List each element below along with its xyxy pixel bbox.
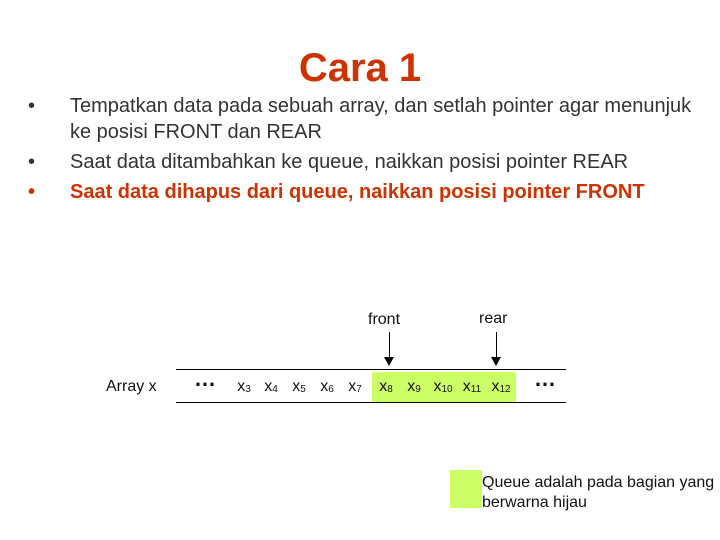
array-cell-queue: $x_{10}$ (428, 372, 458, 402)
bullet-dot: • (28, 181, 36, 203)
array-cell: $x_4$ (264, 378, 278, 395)
bullet-item (24, 93, 714, 145)
rear-pointer-line (496, 332, 497, 358)
array-cell-queue: $x_8$ (372, 372, 400, 402)
array-cell: $x_6$ (320, 378, 334, 395)
rear-arrow-icon (491, 357, 501, 366)
array-bottom-border (176, 402, 566, 403)
rear-pointer-label: rear (479, 310, 508, 327)
bullet-text: Saat data dihapus dari queue, naikkan posisi pointer FRONT (70, 181, 645, 203)
bullet-dot: • (28, 151, 36, 173)
array-cell: $x_5$ (292, 378, 306, 395)
bullet-dot: • (28, 95, 36, 117)
bullet-text: Saat data ditambahkan ke queue, naikkan posisi pointer REAR (70, 151, 629, 173)
array-cell-queue: $x_9$ (400, 372, 428, 402)
array-cell-queue: $x_{11}$ (458, 372, 486, 402)
array-top-border (176, 369, 566, 370)
legend-text: Queue adalah pada bagian yang berwarna hijau (482, 474, 715, 511)
front-arrow-icon (384, 357, 394, 366)
array-label: Array x (106, 378, 157, 395)
bullet-item (24, 149, 714, 175)
slide-title: Cara 1 (298, 46, 422, 90)
front-pointer-line (389, 332, 390, 358)
array-cell-queue: $x_{12}$ (486, 372, 516, 402)
bullet-item-highlighted (24, 179, 714, 205)
bullet-text: Tempatkan data pada sebuah array, dan setlah pointer agar menunjuk ke posisi FRONT dan REAR (70, 95, 692, 143)
right-ellipsis: … (534, 366, 556, 391)
array-cell: $x_7$ (348, 378, 362, 395)
legend-color-swatch (450, 470, 482, 508)
left-ellipsis: … (194, 366, 216, 391)
array-cell: $x_3$ (237, 378, 251, 395)
front-pointer-label: front (368, 311, 401, 328)
bullet-list (24, 93, 714, 209)
